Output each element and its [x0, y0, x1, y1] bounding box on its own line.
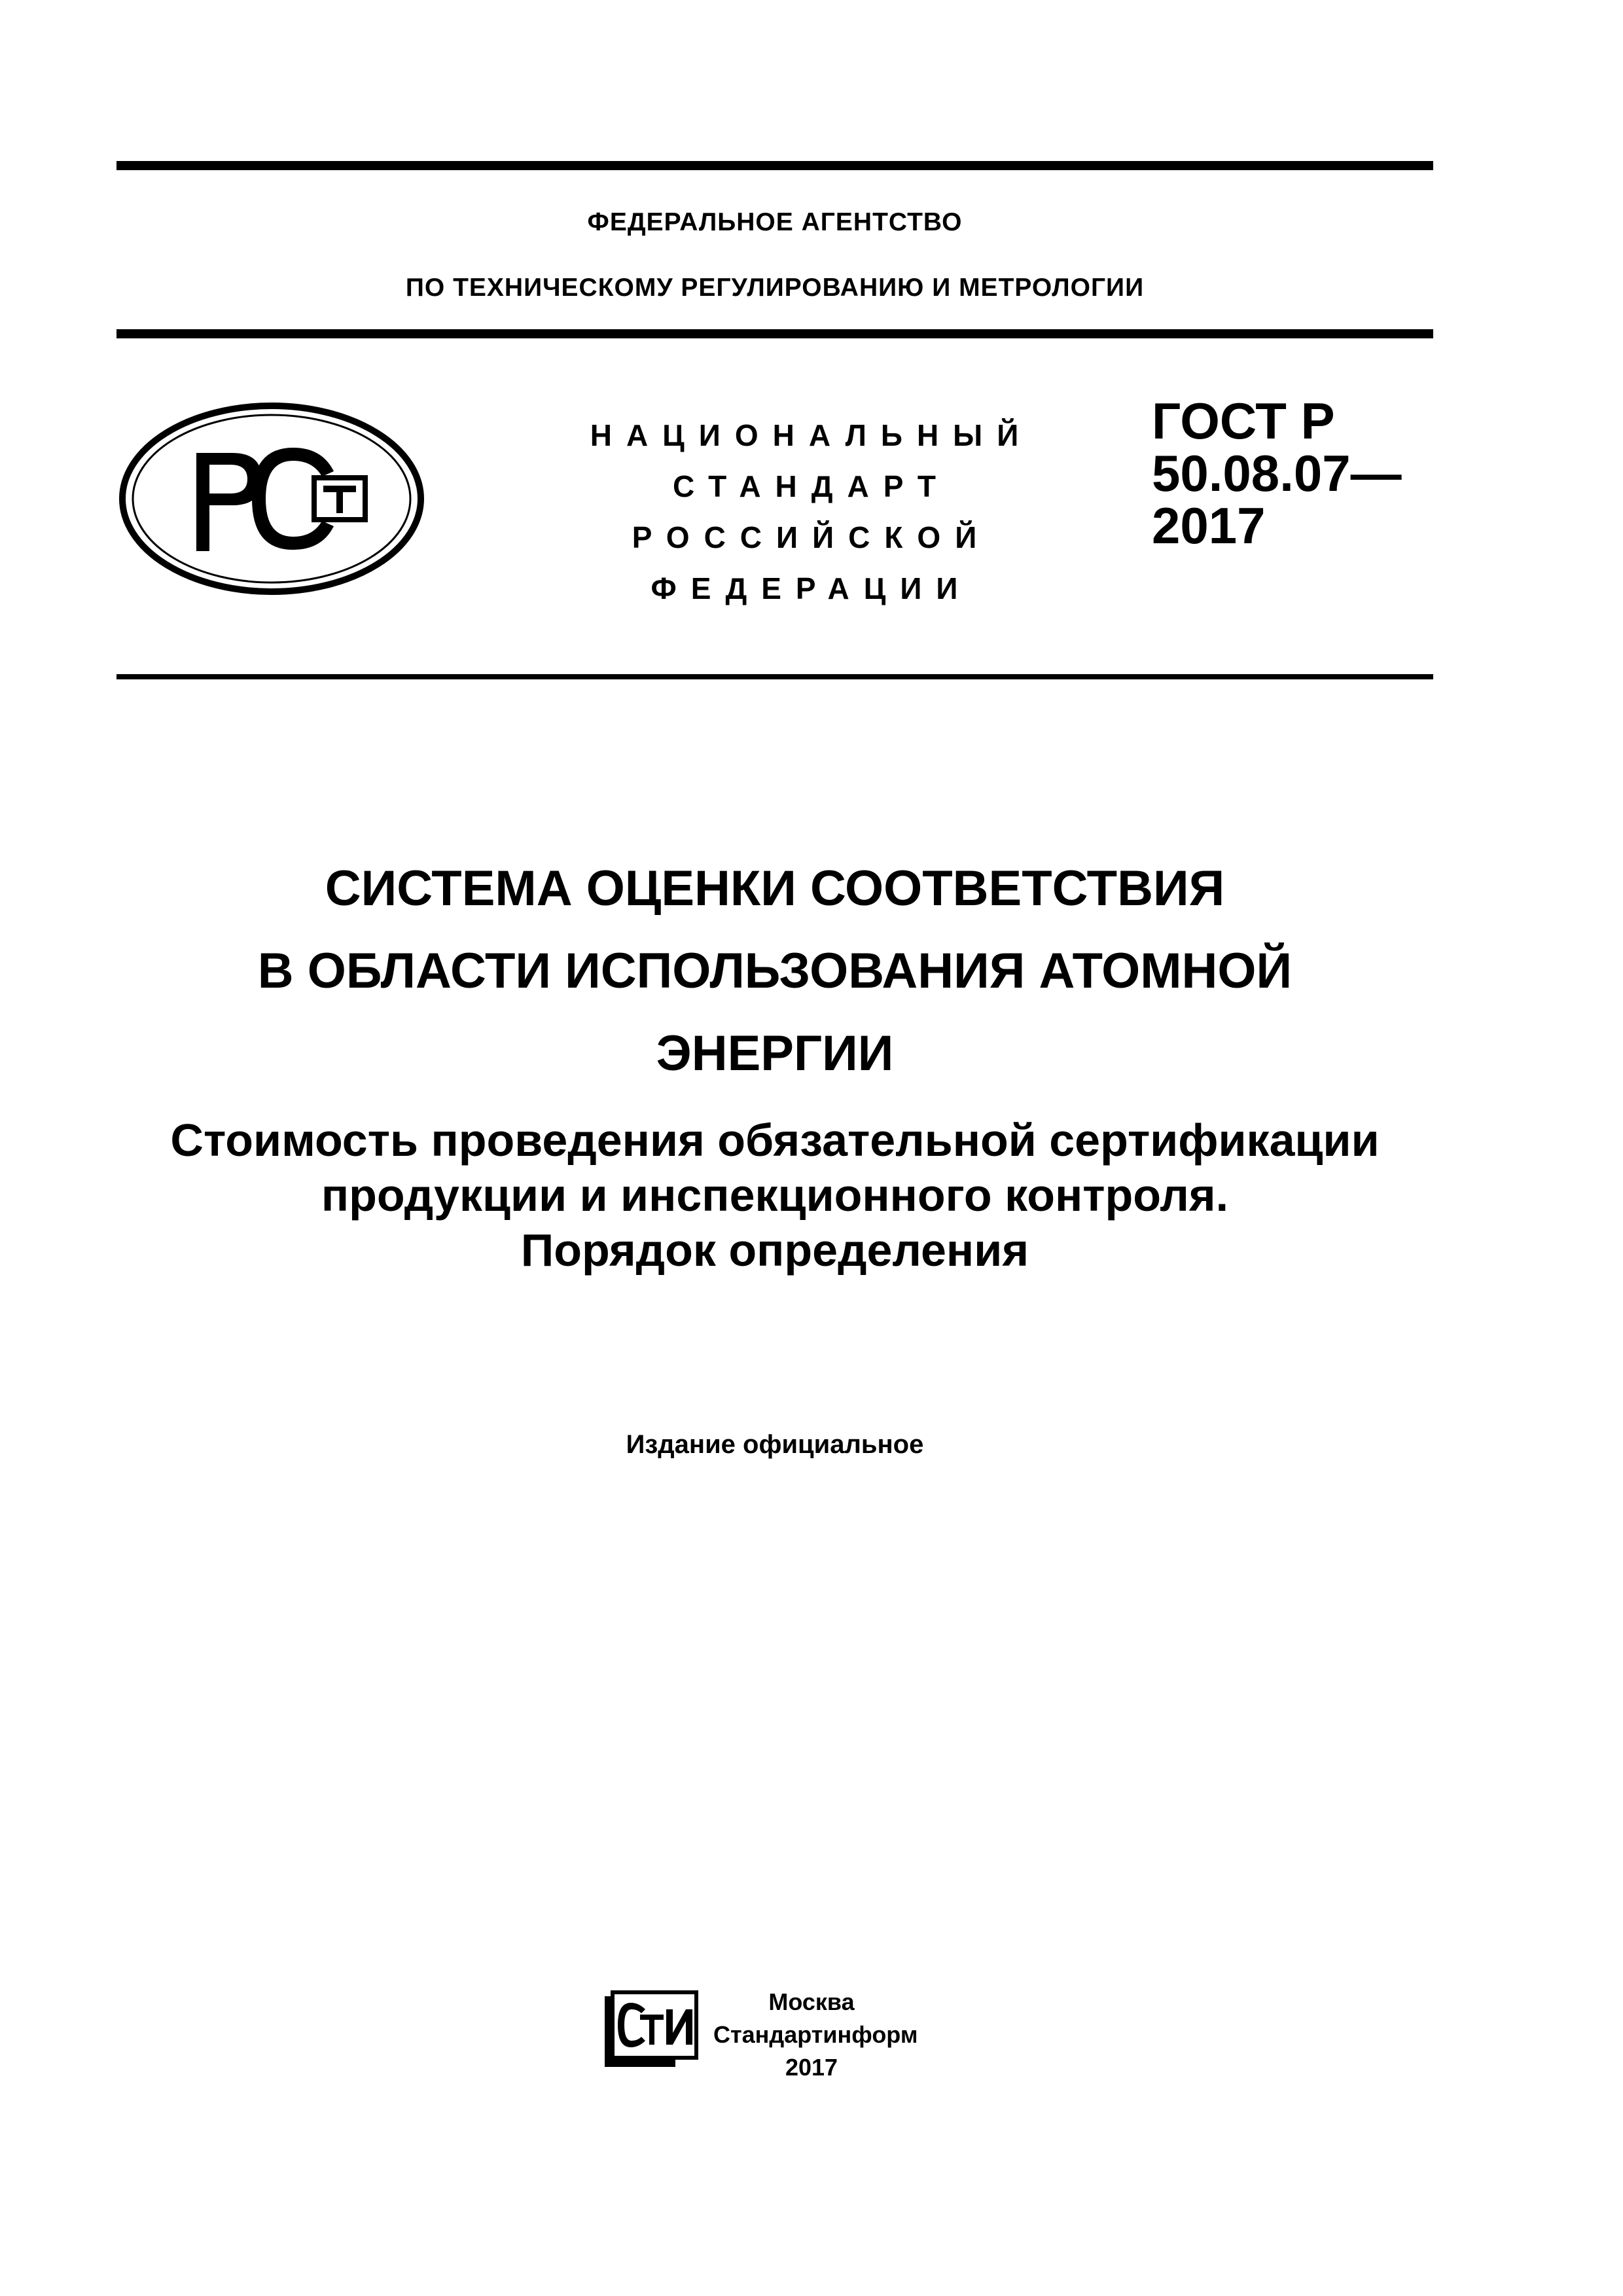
bottom-rule — [116, 674, 1433, 679]
national-standard-line: ФЕДЕРАЦИИ — [651, 571, 972, 605]
subtitle-line: продукции и инспекционного контроля. — [321, 1170, 1229, 1221]
national-standard-label — [576, 410, 1047, 614]
rst-certification-mark-icon — [118, 401, 425, 597]
subtitle-line: Порядок определения — [520, 1225, 1029, 1276]
document-subtitle — [79, 1113, 1471, 1278]
title-line: ЭНЕРГИИ — [656, 1026, 894, 1081]
agency-name-line-1: ФЕДЕРАЛЬНОЕ АГЕНТСТВО — [587, 208, 963, 236]
standard-designation — [1152, 392, 1427, 554]
agency-name-line-2: ПО ТЕХНИЧЕСКОМУ РЕГУЛИРОВАНИЮ И МЕТРОЛОГИИ — [405, 274, 1145, 302]
top-rule — [116, 161, 1433, 170]
edition-label: Издание официальное — [626, 1430, 924, 1459]
subtitle-line: Стоимость проведения обязательной сертификации — [170, 1115, 1380, 1166]
standartinform-logo-icon — [602, 1990, 700, 2071]
designation-line: ГОСТ Р — [1152, 392, 1335, 450]
publisher-imprint — [713, 1986, 918, 2084]
designation-line: 50.08.07— — [1152, 444, 1402, 502]
publisher-year: 2017 — [785, 2054, 838, 2081]
national-standard-line: НАЦИОНАЛЬНЫЙ — [590, 418, 1033, 452]
national-standard-line: РОССИЙСКОЙ — [632, 520, 991, 554]
middle-rule — [116, 329, 1433, 338]
designation-line: 2017 — [1152, 497, 1266, 554]
title-line: СИСТЕМА ОЦЕНКИ СООТВЕТСТВИЯ — [325, 861, 1225, 916]
document-title — [116, 848, 1433, 1095]
national-standard-line: СТАНДАРТ — [673, 469, 950, 503]
publisher-city: Москва — [768, 1988, 855, 2015]
publisher-name: Стандартинформ — [713, 2021, 918, 2048]
title-line: В ОБЛАСТИ ИСПОЛЬЗОВАНИЯ АТОМНОЙ — [257, 943, 1293, 999]
